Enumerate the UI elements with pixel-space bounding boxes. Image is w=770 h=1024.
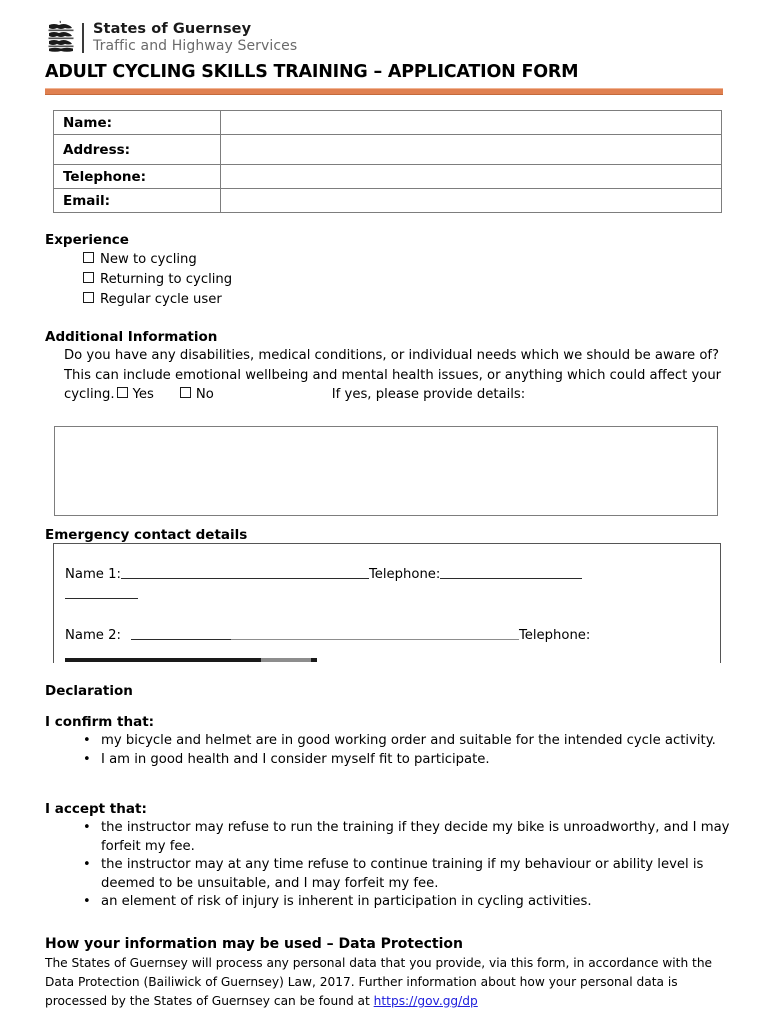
list-item: • my bicycle and helmet are in good working order and suitable for the intended cycle activity.: [101, 732, 761, 751]
experience-option-returning[interactable]: [83, 270, 232, 290]
brand-divider: [82, 23, 84, 53]
experience-option-label: Regular cycle user: [100, 292, 222, 307]
emergency-telephone1-label: Telephone:: [368, 567, 441, 582]
data-protection-text: [45, 954, 725, 1011]
experience-option-regular[interactable]: [83, 290, 232, 310]
declaration-heading: Declaration: [45, 683, 133, 699]
additional-information-heading: Additional Information: [45, 329, 218, 345]
brand-text: [93, 21, 297, 55]
confirm-list: [73, 732, 761, 769]
table-row: [54, 165, 722, 189]
checkbox-icon-no[interactable]: [180, 387, 191, 398]
table-row: [54, 189, 722, 213]
details-field-address[interactable]: [221, 135, 722, 165]
emergency-name2-label: Name 2:: [65, 628, 121, 643]
details-label-telephone: Telephone:: [54, 165, 221, 189]
experience-option-label: New to cycling: [100, 252, 197, 267]
emergency-telephone2-input-continued[interactable]: [261, 658, 311, 662]
experience-heading: Experience: [45, 232, 129, 248]
list-item: • the instructor may at any time refuse to continue training if my behaviour or ability level is deemed to be unsuitable, and I may forfeit my fee.: [101, 856, 761, 893]
experience-options: [83, 250, 232, 310]
details-field-name[interactable]: [221, 111, 722, 135]
checkbox-icon[interactable]: [83, 292, 94, 303]
emergency-name1-overflow-rule: [65, 585, 138, 604]
details-label-address: Address:: [54, 135, 221, 165]
details-label-email: Email:: [54, 189, 221, 213]
details-field-email[interactable]: [221, 189, 722, 213]
details-field-telephone[interactable]: [221, 165, 722, 189]
no-label: No: [195, 387, 214, 402]
emergency-name2-input-continued[interactable]: [231, 627, 519, 640]
checkbox-icon[interactable]: [83, 272, 94, 283]
yes-label: Yes: [132, 387, 154, 402]
table-row: [54, 135, 722, 165]
emergency-name1-input-continued[interactable]: [65, 586, 138, 599]
checkbox-icon[interactable]: [83, 252, 94, 263]
list-item: • I am in good health and I consider myself fit to participate.: [101, 751, 761, 770]
emergency-name1-label: Name 1:: [65, 567, 121, 582]
data-protection-body: The States of Guernsey will process any personal data that you provide, via this form, in accordance with the Data Protection (Bailiwick of Guernsey) Law, 2017. Further information about how your personal data is processed by the States of Guernsey can be found at: [45, 956, 713, 1008]
title-accent-rule: [45, 88, 723, 95]
brand-subtitle: Traffic and Highway Services: [93, 38, 298, 55]
emergency-contact-box: [53, 543, 721, 663]
list-item: • an element of risk of injury is inherent in participation in cycling activities.: [101, 893, 761, 912]
if-yes-label: If yes,: [331, 387, 372, 402]
list-item: • the instructor may refuse to run the training if they decide my bike is unroadworthy, and I may forfeit my fee.: [101, 819, 761, 856]
details-label-name: Name:: [54, 111, 221, 135]
emergency-bottom-rule: [311, 658, 317, 662]
additional-information-question: [64, 346, 726, 405]
emergency-name2-row: [65, 626, 590, 645]
brand-title: States of Guernsey: [93, 21, 252, 38]
confirm-heading: I confirm that:: [45, 714, 155, 730]
experience-option-new[interactable]: [83, 250, 232, 270]
additional-details-textarea[interactable]: [54, 426, 718, 516]
accept-heading: I accept that:: [45, 801, 147, 817]
emergency-telephone1-input[interactable]: [440, 566, 582, 579]
data-protection-link[interactable]: https://gov.gg/dp: [373, 994, 478, 1008]
accept-list: [73, 819, 761, 912]
table-row: [54, 111, 722, 135]
emergency-telephone2-label: Telephone:: [518, 628, 591, 643]
experience-option-label: Returning to cycling: [100, 272, 233, 287]
emergency-contact-heading: Emergency contact details: [45, 527, 248, 543]
additional-information-question-text: Do you have any disabilities, medical conditions, or individual needs which we should be aware of? This can include emotional wellbeing and mental health issues, or anything which could affect your cycling.: [64, 348, 722, 402]
emergency-telephone2-input[interactable]: [65, 658, 261, 662]
data-protection-heading: How your information may be used – Data Protection: [45, 936, 463, 952]
emergency-name2-input[interactable]: [131, 627, 231, 640]
emergency-name1-input[interactable]: [121, 566, 369, 579]
emergency-name1-row: [65, 565, 582, 584]
page-title: ADULT CYCLING SKILLS TRAINING – APPLICATION FORM: [45, 62, 579, 82]
applicant-details-table: [53, 110, 722, 213]
details-prompt: please provide details:: [375, 387, 526, 402]
checkbox-icon-yes[interactable]: [117, 387, 128, 398]
guernsey-crest-icon: [46, 20, 76, 56]
brand-header: [46, 16, 297, 60]
